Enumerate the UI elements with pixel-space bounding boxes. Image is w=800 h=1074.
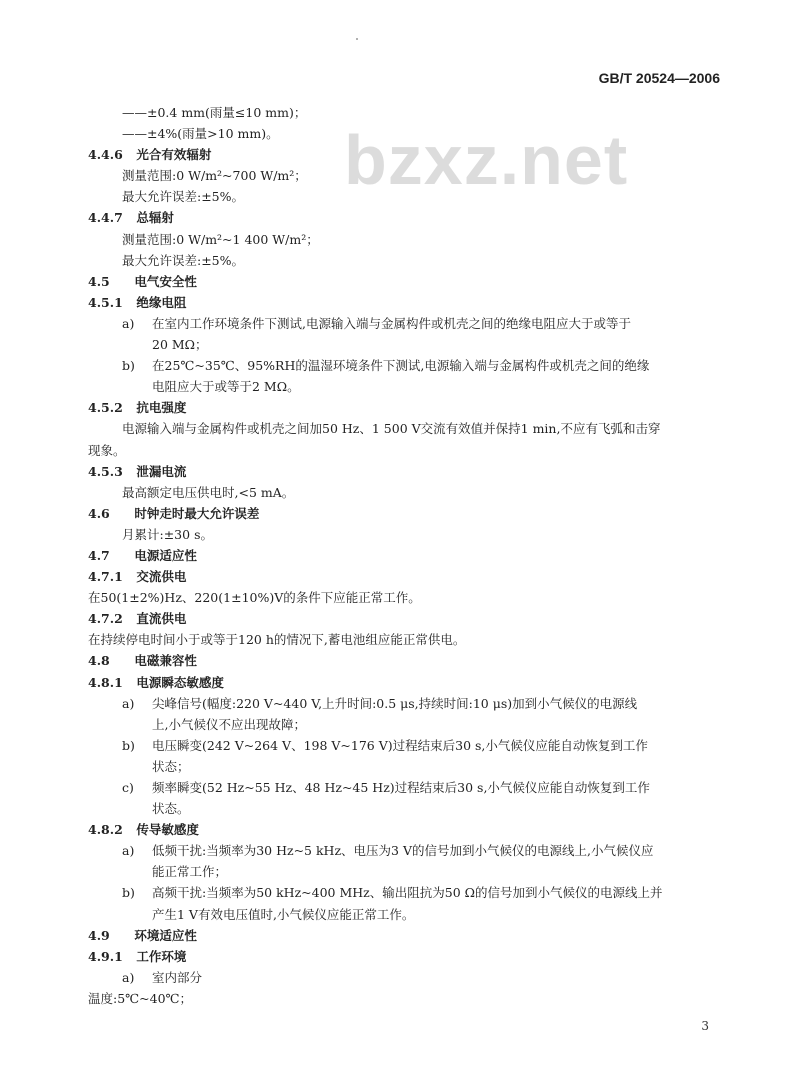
section-heading — [88, 946, 728, 967]
list-item — [88, 967, 728, 988]
section-number: 4.5.3 — [88, 463, 123, 479]
page-number: 3 — [701, 1019, 709, 1033]
paragraph-line: 在50(1±2%)Hz、220(1±10%)V的条件下应能正常工作。 — [88, 590, 421, 606]
section-heading — [88, 207, 728, 228]
paragraph-line: 测量范围:0 W/m²~700 W/m²； — [122, 168, 307, 184]
list-item-line: 状态。 — [152, 801, 190, 817]
list-item-line: 室内部分 — [152, 969, 203, 985]
list-item-line: 尖峰信号(幅度:220 V~440 V,上升时间:0.5 μs,持续时间:10 μs)加到小气候仪的电源线 — [152, 695, 638, 711]
paragraph-line: 最大允许误差:±5%。 — [122, 189, 245, 205]
section-number: 4.9 — [88, 927, 110, 943]
section-number: 4.4.6 — [88, 147, 123, 163]
dash-item: ——±0.4 mm(雨量≤10 mm)； — [122, 105, 307, 120]
section-number: 4.5.2 — [88, 400, 123, 416]
list-item — [88, 355, 728, 397]
section-title: 直流供电 — [136, 611, 187, 627]
list-item — [88, 693, 728, 735]
paragraph-line: 现象。 — [88, 442, 126, 458]
section-heading — [88, 566, 728, 587]
section-title: 光合有效辐射 — [136, 147, 212, 163]
list-item — [88, 777, 728, 819]
list-item-line: 产生1 V有效电压值时,小气候仪应能正常工作。 — [152, 906, 415, 922]
section-heading — [88, 292, 728, 313]
list-marker: b) — [122, 885, 135, 901]
section-heading — [88, 650, 728, 671]
list-item-line: 在室内工作环境条件下测试,电源输入端与金属构件或机壳之间的绝缘电阻应大于或等于 — [152, 315, 631, 331]
list-item-line: 上,小气候仪不应出现故障； — [152, 716, 306, 732]
list-item-line: 低频干扰:当频率为30 Hz~5 kHz、电压为3 V的信号加到小气候仪的电源线上,小气候仪应 — [152, 843, 654, 859]
section-heading — [88, 608, 728, 629]
section-number: 4.5 — [88, 273, 110, 289]
list-marker: a) — [122, 315, 135, 331]
section-heading — [88, 545, 728, 566]
section-heading — [88, 271, 728, 292]
section-title: 电气安全性 — [134, 273, 197, 289]
paragraph-line: 最高额定电压供电时,<5 mA。 — [122, 484, 295, 500]
section-title: 泄漏电流 — [136, 463, 187, 479]
section-title: 传导敏感度 — [136, 822, 199, 838]
list-item-line: 20 MΩ； — [152, 337, 208, 353]
list-marker: a) — [122, 843, 135, 859]
section-number: 4.8 — [88, 653, 110, 669]
section-number: 4.7 — [88, 547, 110, 563]
standard-code: GB/T 20524—2006 — [598, 70, 720, 86]
list-item-line: 状态； — [152, 758, 190, 774]
dash-item: ——±4%(雨量>10 mm)。 — [122, 126, 279, 142]
section-title: 时钟走时最大允许误差 — [134, 505, 260, 521]
section-heading — [88, 819, 728, 840]
section-title: 电源瞬态敏感度 — [136, 674, 224, 690]
section-title: 总辐射 — [136, 210, 174, 226]
section-heading — [88, 672, 728, 693]
section-heading — [88, 503, 728, 524]
section-title: 环境适应性 — [134, 927, 197, 943]
watermark: bzxz.net — [344, 121, 629, 199]
paragraph-line: 测量范围:0 W/m²~1 400 W/m²； — [122, 231, 319, 247]
section-title: 工作环境 — [136, 948, 187, 964]
section-number: 4.9.1 — [88, 948, 123, 964]
scan-dot — [356, 38, 358, 40]
section-number: 4.4.7 — [88, 210, 123, 226]
section-title: 电磁兼容性 — [134, 653, 197, 669]
section-heading — [88, 461, 728, 482]
list-item — [88, 882, 728, 924]
section-number: 4.7.2 — [88, 611, 123, 627]
paragraph-line: 在持续停电时间小于或等于120 h的情况下,蓄电池组应能正常供电。 — [88, 632, 466, 648]
list-item — [88, 735, 728, 777]
list-marker: a) — [122, 969, 135, 985]
section-title: 抗电强度 — [136, 400, 187, 416]
section-title: 电源适应性 — [134, 547, 197, 563]
list-item-line: 电阻应大于或等于2 MΩ。 — [152, 379, 300, 395]
list-item — [88, 840, 728, 882]
list-item-line: 电压瞬变(242 V~264 V、198 V~176 V)过程结束后30 s,小气候仪应能自动恢复到工作 — [152, 737, 648, 753]
list-marker: c) — [122, 780, 134, 795]
list-marker: b) — [122, 358, 135, 374]
paragraph-line: 温度:5℃~40℃； — [88, 990, 193, 1006]
paragraph-line: 电源输入端与金属构件或机壳之间加50 Hz、1 500 V交流有效值并保持1 min,不应有飞弧和击穿 — [122, 421, 661, 437]
list-item-line: 频率瞬变(52 Hz~55 Hz、48 Hz~45 Hz)过程结束后30 s,小气候仪应能自动恢复到工作 — [152, 780, 650, 795]
list-item — [88, 313, 728, 355]
document-body — [88, 102, 728, 1009]
list-item-line: 在25℃~35℃、95%RH的温湿环境条件下测试,电源输入端与金属构件或机壳之间的绝缘 — [152, 358, 650, 374]
list-item-line: 能正常工作； — [152, 864, 228, 880]
section-heading — [88, 397, 728, 418]
section-number: 4.5.1 — [88, 294, 123, 310]
section-number: 4.8.2 — [88, 822, 123, 838]
section-number: 4.7.1 — [88, 569, 123, 585]
section-title: 绝缘电阻 — [136, 294, 187, 310]
section-number: 4.6 — [88, 505, 110, 521]
list-marker: a) — [122, 695, 135, 711]
section-heading — [88, 925, 728, 946]
list-marker: b) — [122, 737, 135, 753]
list-item-line: 高频干扰:当频率为50 kHz~400 MHz、输出阻抗为50 Ω的信号加到小气候仪的电源线上并 — [152, 885, 663, 901]
section-title: 交流供电 — [136, 569, 187, 585]
paragraph-line: 最大允许误差:±5%。 — [122, 252, 245, 268]
section-number: 4.8.1 — [88, 674, 123, 690]
section-heading — [88, 144, 728, 165]
paragraph-line: 月累计:±30 s。 — [122, 526, 213, 542]
